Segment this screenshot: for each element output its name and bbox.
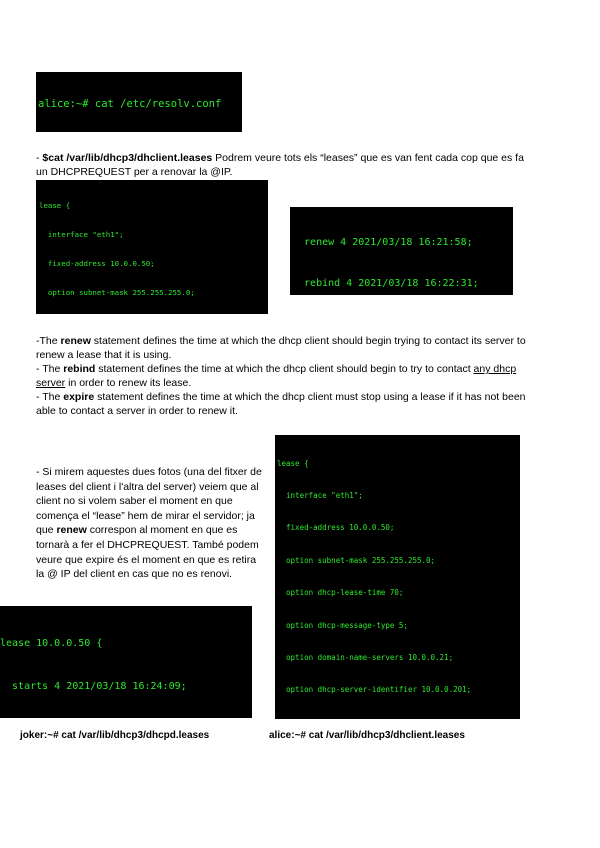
terminal-lease-file: [36, 180, 268, 314]
definition-expire: [36, 390, 528, 418]
paragraph-leases-intro: - $cat /var/lib/dhcp3/dhclient.leases Podrem veure tots els “leases” que es van fent cada cop que es fa un DHCPREQUEST per a renovar la @IP.: [36, 152, 524, 178]
definition-rebind: [36, 362, 528, 390]
any-dhcp-server-link[interactable]: any dhcp server: [36, 363, 517, 389]
terminal-line: alice:~# cat /etc/resolv.conf: [38, 98, 222, 110]
terminal-line: option domain-name-servers 10.0.0.21;: [277, 652, 454, 662]
keyword-expire: expire: [63, 391, 95, 403]
definition-renew: [36, 334, 528, 362]
terminal-line: rebind 4 2021/03/18 16:22:31;: [292, 277, 479, 289]
terminal-date: [290, 207, 513, 295]
definition-text: in order to renew its lease.: [65, 377, 192, 389]
caption-server-leases: joker:~# cat /var/lib/dhcp3/dhcpd.leases: [20, 730, 210, 741]
definition-text: statement defines the time at which the dhcp client should begin to try to contact: [95, 363, 474, 375]
terminal-line: option subnet-mask 255.255.255.0;: [39, 287, 195, 297]
terminal-line: starts 4 2021/03/18 16:24:09;: [0, 681, 187, 692]
terminal-resolv-conf: [36, 72, 242, 132]
definition-prefix: - The: [36, 363, 64, 375]
caption-client-leases: alice:~# cat /var/lib/dhcp3/dhclient.leases: [269, 730, 465, 741]
terminal-line: interface "eth1";: [39, 229, 124, 239]
paragraph-text: - Si mirem aquestes dues fotos (una del fitxer de leases del client i l'altra del server) veiem que al client no si volem saber el moment en que comença el “lease” hem de mirar el servidor; ja que: [36, 466, 262, 537]
terminal-line: option dhcp-message-type 5;: [277, 620, 408, 630]
terminal-line: lease {: [277, 458, 309, 468]
terminal-line: fixed-address 10.0.0.50;: [39, 258, 155, 268]
terminal-line: lease 10.0.0.50 {: [0, 638, 103, 650]
definition-prefix: -The: [36, 335, 61, 347]
terminal-line: option subnet-mask 255.255.255.0;: [277, 555, 436, 565]
keyword-renew: renew: [56, 524, 87, 537]
paragraph-comparison: [36, 465, 262, 582]
terminal-server-leases: [0, 606, 252, 718]
terminal-client-leases: [275, 435, 520, 719]
definition-prefix: - The: [36, 391, 64, 403]
terminal-line: fixed-address 10.0.0.50;: [277, 523, 395, 533]
terminal-line: option dhcp-lease-time 70;: [277, 588, 404, 598]
terminal-line: [277, 718, 518, 719]
keyword-rebind: rebind: [63, 363, 96, 375]
paragraph-text: correspon al moment en que es tornarà a fer el DHCPREQUEST. També podem veure que expire és el moment en que es retira la @ IP del client en cas que no es renovi.: [36, 524, 259, 581]
definition-text: statement defines the time at which the dhcp client must stop using a lease if it has not been able to contact a server in order to renew it.: [36, 391, 526, 417]
terminal-line: option dhcp-server-identifier 10.0.0.201;: [277, 685, 472, 695]
terminal-line: renew 4 2021/03/18 16:21:58;: [292, 237, 473, 249]
command-text: $cat /var/lib/dhcp3/dhclient.leases: [42, 152, 213, 164]
definition-text: statement defines the time at which the dhcp client should begin trying to contact its server to renew a lease that it is using.: [36, 335, 526, 361]
terminal-line: lease {: [39, 201, 71, 211]
terminal-line: interface "eth1";: [277, 490, 363, 500]
keyword-renew: renew: [60, 335, 91, 347]
definitions-block: [36, 334, 528, 418]
paragraph-text: Podrem veure tots els “leases” que es van fent cada cop que es fa un DHCPREQUEST per a renovar la @IP.: [36, 152, 524, 178]
